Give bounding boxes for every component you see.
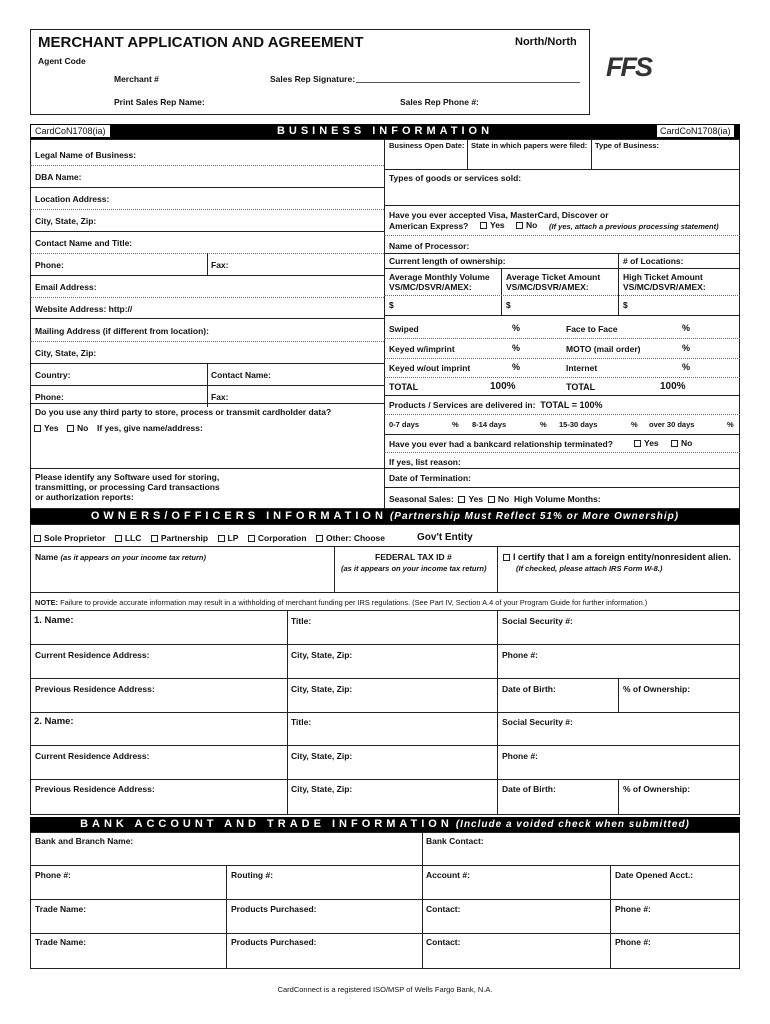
total-hundred-2: 100% <box>660 381 686 392</box>
bank-phone-label: Phone #: <box>35 870 71 880</box>
trade1-products-label: Products Purchased: <box>231 904 317 914</box>
legal-name-label: Legal Name of Business: <box>35 150 137 160</box>
avg-monthly-label-1: Average Monthly Volume <box>389 272 490 282</box>
no-label: No <box>526 220 538 230</box>
bank-contact-label: Bank Contact: <box>426 836 484 846</box>
sales-rep-phone-label: Sales Rep Phone #: <box>400 97 479 107</box>
third-party-question: Do you use any third party to store, process or transmit cardholder data? <box>35 407 332 417</box>
no-label: No <box>497 494 510 504</box>
checkbox[interactable] <box>480 222 487 229</box>
name-note: (as it appears on your income tax return) <box>60 553 206 562</box>
moto-label: MOTO (mail order) <box>566 344 641 354</box>
bank-col-divider <box>226 865 227 969</box>
trade2-name-label: Trade Name: <box>35 937 87 947</box>
owners-bar <box>30 509 740 524</box>
owner2-name-label: 2. Name: <box>34 716 74 727</box>
owner1-phone-label: Phone #: <box>502 650 538 660</box>
delivered-text: Products / Services are delivered in: <box>389 400 536 410</box>
goods-label: Types of goods or services sold: <box>389 173 522 183</box>
cell-divider <box>618 253 619 315</box>
mailing-field[interactable] <box>30 341 384 342</box>
keyed-wo-label: Keyed w/out imprint <box>389 363 471 373</box>
owner2-prev-addr-label: Previous Residence Address: <box>35 784 155 794</box>
accepted-q-1: Have you ever accepted Visa, MasterCard, Discover or <box>389 210 609 220</box>
routing-label: Routing #: <box>231 870 274 880</box>
business-info-title: BUSINESS INFORMATION <box>276 125 494 137</box>
row-divider <box>384 414 740 415</box>
owner2-cur-addr-label: Current Residence Address: <box>35 751 150 761</box>
certify-text: I certify that I am a foreign entity/nonresident alien. <box>513 552 732 562</box>
account-label: Account #: <box>426 870 470 880</box>
row-divider <box>384 169 740 170</box>
trade1-phone-label: Phone #: <box>615 904 651 914</box>
certify-label[interactable] <box>503 552 731 562</box>
cell-divider <box>334 546 335 592</box>
d8-14-pct[interactable]: % <box>540 420 547 429</box>
d15-30-label: 15-30 days <box>559 420 598 429</box>
website-label: Website Address: http:// <box>35 304 133 314</box>
third-party-no[interactable] <box>67 423 88 433</box>
bank-branch-label: Bank and Branch Name: <box>35 836 134 846</box>
dollar-2[interactable]: $ <box>506 300 511 310</box>
other-checkbox[interactable] <box>316 535 323 542</box>
high-months-label: High Volume Months: <box>513 494 601 504</box>
face-label: Face to Face <box>566 324 618 334</box>
list-reason-label: If yes, list reason: <box>389 457 461 467</box>
form-code-left: CardCoN1708(ia) <box>31 125 110 137</box>
owner2-csz-label: City, State, Zip: <box>291 751 353 761</box>
form-title: MERCHANT APPLICATION AND AGREEMENT <box>38 34 364 51</box>
row-divider <box>30 592 740 593</box>
row-divider <box>384 377 740 378</box>
row-divider <box>30 403 384 404</box>
software-q-2: transmitting, or processing Card transactions <box>35 482 220 492</box>
note-text: Failure to provide accurate information may result in a withholding of merchant funding per IRS regulations. (See Part IV, Section A.4 of your Program Guide for further information.) <box>60 598 648 607</box>
avg-ticket-label-1: Average Ticket Amount <box>506 272 601 282</box>
bank-col-divider <box>610 865 611 969</box>
city-label: City, State, Zip: <box>35 216 97 226</box>
business-divider <box>384 139 385 509</box>
certify-note: (If checked, please attach IRS Form W-8.) <box>516 564 663 573</box>
row-divider <box>30 385 384 386</box>
owners-title: OWNERS/OFFICERS INFORMATION <box>90 510 387 522</box>
sole-checkbox[interactable] <box>34 535 41 542</box>
dba-label: DBA Name: <box>35 172 82 182</box>
owner2-phone-label: Phone #: <box>502 751 538 761</box>
certify-checkbox[interactable] <box>503 554 510 561</box>
tax-id-label: FEDERAL TAX ID # <box>375 552 452 562</box>
accepted-q-2: American Express? <box>389 221 469 231</box>
owner2-title-label: Title: <box>291 717 312 727</box>
d30-label: over 30 days <box>649 420 695 429</box>
type-business-label: Type of Business: <box>595 141 660 150</box>
checkbox[interactable] <box>671 440 678 447</box>
owner1-prev-addr-label: Previous Residence Address: <box>35 684 155 694</box>
cell-divider <box>618 678 619 712</box>
open-date-label: Business Open Date: <box>389 141 465 150</box>
seasonal-yes-checkbox[interactable] <box>458 496 465 503</box>
location-label: Location Address: <box>35 194 110 204</box>
row-divider <box>384 358 740 359</box>
if-yes-give-label: If yes, give name/address: <box>97 423 203 433</box>
city2-label: City, State, Zip: <box>35 348 97 358</box>
owner2-own-label: % of Ownership: <box>623 784 691 794</box>
terminated-no[interactable] <box>671 438 692 448</box>
entity-types <box>34 533 385 543</box>
type-partnership: Partnership <box>160 533 209 543</box>
total-label-1: TOTAL <box>389 382 419 392</box>
row-divider <box>30 899 740 900</box>
cell-divider <box>618 779 619 815</box>
opened-label: Date Opened Acct.: <box>615 870 694 880</box>
bank-col-divider <box>422 832 423 969</box>
trade2-phone-label: Phone #: <box>615 937 651 947</box>
processor-label: Name of Processor: <box>389 241 470 251</box>
bank-title: BANK ACCOUNT AND TRADE INFORMATION <box>80 818 453 830</box>
row-divider <box>384 315 740 316</box>
internet-label: Internet <box>566 363 598 373</box>
irs-note <box>35 598 647 607</box>
accepted-no[interactable] <box>516 220 537 230</box>
termination-date-label: Date of Termination: <box>389 473 472 483</box>
avg-monthly-label-2: VS/MC/DSVR/AMEX: <box>389 282 472 292</box>
sales-rep-signature-label: Sales Rep Signature: <box>270 74 356 84</box>
trade2-contact-label: Contact: <box>426 937 461 947</box>
phone-label: Phone: <box>35 260 64 270</box>
row-divider <box>384 253 740 254</box>
agent-code-label: Agent Code <box>38 56 86 66</box>
accepted-yes[interactable] <box>480 220 505 230</box>
trade1-contact-label: Contact: <box>426 904 461 914</box>
d8-14-label: 8-14 days <box>472 420 507 429</box>
form-code-right: CardCoN1708(ia) <box>657 125 734 137</box>
d15-30-pct[interactable]: % <box>631 420 638 429</box>
row-divider <box>30 678 740 679</box>
print-sales-rep-label: Print Sales Rep Name: <box>114 97 205 107</box>
name-label <box>35 552 206 562</box>
type-llc: LLC <box>124 533 142 543</box>
gov-entity-select[interactable]: Gov't Entity <box>417 532 473 543</box>
row-divider <box>384 338 740 339</box>
dollar-1[interactable]: $ <box>389 300 394 310</box>
row-divider <box>384 487 740 488</box>
keyed-wo-pct[interactable]: % <box>512 362 521 372</box>
third-party-yes[interactable] <box>34 423 59 433</box>
terminated-yes[interactable] <box>634 438 659 448</box>
ownership-length-label: Current length of ownership: <box>389 256 506 266</box>
owner1-dob-label: Date of Birth: <box>502 684 556 694</box>
note-label: NOTE: <box>35 598 58 607</box>
accepted-field[interactable] <box>384 235 740 236</box>
email-field[interactable] <box>30 297 384 298</box>
owners-title-wrap <box>30 510 740 522</box>
delivered-total: TOTAL = 100% <box>540 400 603 410</box>
lp-checkbox[interactable] <box>218 535 225 542</box>
legal-name-field[interactable] <box>30 165 384 166</box>
fax-label: Fax: <box>211 260 229 270</box>
region-label: North/North <box>515 36 577 48</box>
bank-section-box <box>30 832 740 969</box>
internet-pct[interactable]: % <box>682 362 691 372</box>
email-label: Email Address: <box>35 282 97 292</box>
merchant-num-label: Merchant # <box>114 74 159 84</box>
type-corporation: Corporation <box>257 533 307 543</box>
cell-divider <box>467 139 468 169</box>
swiped-pct[interactable]: % <box>512 323 521 333</box>
high-ticket-label-2: VS/MC/DSVR/AMEX: <box>623 282 706 292</box>
moto-pct[interactable]: % <box>682 343 691 353</box>
cell-divider <box>207 253 208 275</box>
owners-subtitle: (Partnership Must Reflect 51% or More Ownership) <box>389 511 680 522</box>
row-divider <box>384 434 740 435</box>
row-divider <box>30 610 740 611</box>
mailing-label: Mailing Address (if different from location): <box>35 326 209 336</box>
keyed-imprint-pct[interactable]: % <box>512 343 521 353</box>
d30-pct[interactable]: % <box>727 420 734 429</box>
row-divider <box>384 452 740 453</box>
owner-col-divider <box>497 610 498 815</box>
yes-label: Yes <box>44 423 59 433</box>
ffs-logo: FFS <box>606 52 651 82</box>
d0-7-pct[interactable]: % <box>452 420 459 429</box>
high-ticket-label-1: High Ticket Amount <box>623 272 703 282</box>
llc-checkbox[interactable] <box>115 535 122 542</box>
trade2-products-label: Products Purchased: <box>231 937 317 947</box>
owner1-cur-addr-label: Current Residence Address: <box>35 650 150 660</box>
tax-id-note: (as it appears on your income tax return) <box>341 564 487 573</box>
checkbox[interactable] <box>634 440 641 447</box>
attach-statement-note: (If yes, attach a previous processing statement) <box>549 222 719 231</box>
row-divider <box>30 231 384 232</box>
row-divider <box>30 745 740 746</box>
yes-label: Yes <box>468 494 484 504</box>
row-divider <box>384 295 740 296</box>
trade1-name-label: Trade Name: <box>35 904 87 914</box>
row-divider <box>384 205 740 206</box>
cell-divider <box>501 268 502 315</box>
contact-label: Contact Name and Title: <box>35 238 133 248</box>
row-divider <box>384 395 740 396</box>
partnership-checkbox[interactable] <box>151 535 158 542</box>
row-divider <box>30 318 384 319</box>
num-locations-label: # of Locations: <box>623 256 684 266</box>
avg-ticket-label-2: VS/MC/DSVR/AMEX: <box>506 282 589 292</box>
row-divider <box>384 468 740 469</box>
d0-7-label: 0-7 days <box>389 420 420 429</box>
row-divider <box>30 712 740 713</box>
corporation-checkbox[interactable] <box>248 535 255 542</box>
row-divider <box>30 779 740 780</box>
seasonal-no-checkbox[interactable] <box>488 496 495 503</box>
footer-text: CardConnect is a registered ISO/MSP of Wells Fargo Bank, N.A. <box>277 985 493 994</box>
owner1-ssn-label: Social Security #: <box>502 616 573 626</box>
owner1-own-label: % of Ownership: <box>623 684 691 694</box>
row-divider <box>30 468 384 469</box>
software-q-1: Please identify any Software used for storing, <box>35 472 220 482</box>
row-divider <box>30 187 384 188</box>
keyed-imprint-label: Keyed w/imprint <box>389 344 455 354</box>
dollar-3[interactable]: $ <box>623 300 628 310</box>
type-sole: Sole Proprietor <box>44 533 106 543</box>
country-label: Country: <box>35 370 71 380</box>
location-field[interactable] <box>30 209 384 210</box>
cell-divider <box>497 546 498 592</box>
row-divider <box>30 865 740 866</box>
no-label: No <box>77 423 89 433</box>
terminated-question: Have you ever had a bankcard relationship terminated? <box>389 439 613 449</box>
total-hundred-1: 100% <box>490 381 516 392</box>
phone2-label: Phone: <box>35 392 64 402</box>
name-text: Name <box>35 552 59 562</box>
row-divider <box>384 268 740 269</box>
seasonal-label <box>389 494 601 504</box>
cell-divider <box>591 139 592 169</box>
checkbox[interactable] <box>34 425 41 432</box>
owner2-csz2-label: City, State, Zip: <box>291 784 353 794</box>
delivered-label <box>389 400 602 410</box>
swiped-label: Swiped <box>389 324 419 334</box>
owner1-csz-label: City, State, Zip: <box>291 650 353 660</box>
checkbox[interactable] <box>516 222 523 229</box>
software-q-3: or authorization reports: <box>35 492 134 502</box>
row-divider <box>30 644 740 645</box>
bank-subtitle: (Include a voided check when submitted) <box>455 819 690 830</box>
owner1-csz2-label: City, State, Zip: <box>291 684 353 694</box>
business-info-bar <box>30 124 740 139</box>
owner2-ssn-label: Social Security #: <box>502 717 573 727</box>
total-label-2: TOTAL <box>566 382 596 392</box>
bank-bar <box>30 817 740 832</box>
yes-label: Yes <box>490 220 505 230</box>
business-section-box <box>30 139 740 509</box>
owner1-name-label: 1. Name: <box>34 615 74 626</box>
no-label: No <box>681 438 693 448</box>
owner1-title-label: Title: <box>291 616 312 626</box>
owner-col-divider <box>287 610 288 815</box>
row-divider <box>30 933 740 934</box>
contact-name-label: Contact Name: <box>211 370 271 380</box>
row-divider <box>30 546 740 547</box>
owner2-dob-label: Date of Birth: <box>502 784 556 794</box>
bank-title-wrap <box>30 818 740 830</box>
fax2-label: Fax: <box>211 392 229 402</box>
face-pct[interactable]: % <box>682 323 691 333</box>
yes-label: Yes <box>644 438 659 448</box>
type-lp: LP <box>227 533 239 543</box>
seasonal-text: Seasonal Sales: <box>389 494 454 504</box>
signature-line[interactable] <box>356 82 580 83</box>
state-filed-label: State in which papers were filed: <box>471 141 588 150</box>
row-divider <box>30 275 384 276</box>
checkbox[interactable] <box>67 425 74 432</box>
type-other: Other: Choose <box>325 533 385 543</box>
